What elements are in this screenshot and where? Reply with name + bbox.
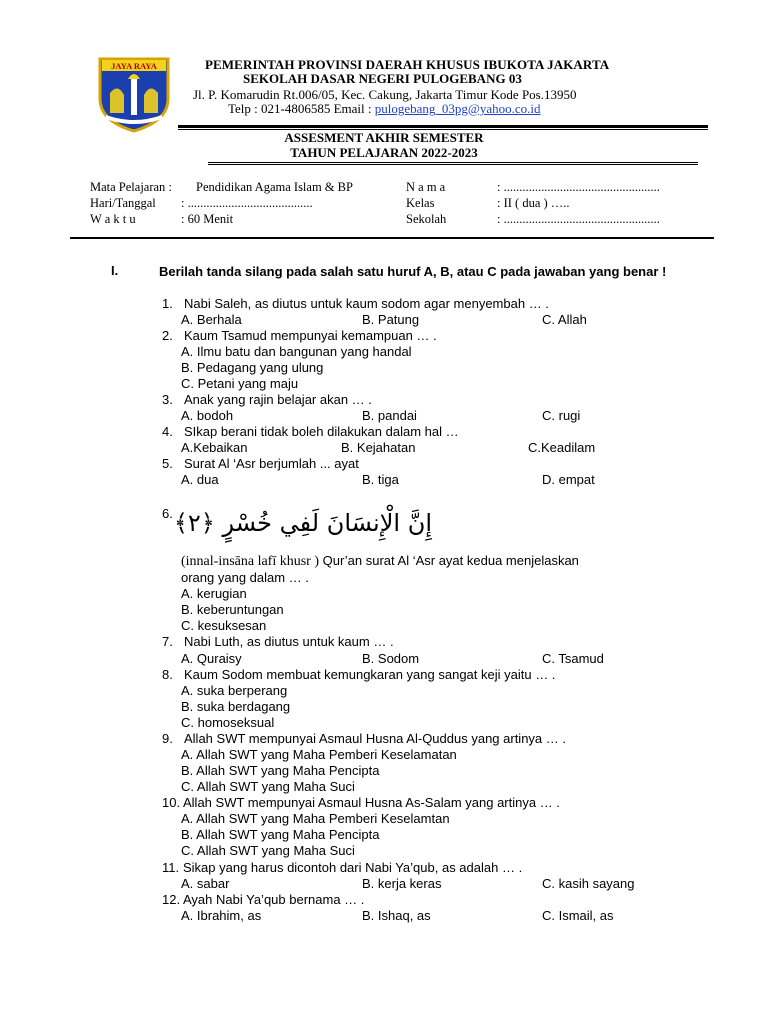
- question-text: Kaum Sodom membuat kemungkaran yang sangat keji yaitu … .: [184, 667, 556, 682]
- question-text: Nabi Luth, as diutus untuk kaum … .: [184, 634, 394, 649]
- option-b[interactable]: B. Allah SWT yang Maha Pencipta: [181, 827, 380, 842]
- verse-transliteration: (innal-insāna lafī khusr ): [181, 554, 320, 569]
- option-b[interactable]: B. kerja keras: [362, 876, 442, 891]
- question-number: 9.: [162, 731, 173, 746]
- school-name: SEKOLAH DASAR NEGERI PULOGEBANG 03: [243, 71, 522, 86]
- class-label: Kelas: [406, 196, 435, 210]
- option-b[interactable]: B. Patung: [362, 312, 420, 327]
- option-c[interactable]: C. Allah SWT yang Maha Suci: [181, 843, 355, 858]
- option-a[interactable]: A. suka berperang: [181, 683, 288, 698]
- subject-label: Mata Pelajaran :: [90, 180, 172, 194]
- question-text: Nabi Saleh, as diutus untuk kaum sodom agar menyembah … .: [184, 296, 549, 311]
- option-b[interactable]: B. keberuntungan: [181, 602, 284, 617]
- exam-divider-second: [208, 164, 698, 165]
- question-number: 5.: [162, 456, 173, 471]
- date-field[interactable]: : ........................................: [181, 196, 313, 210]
- question-text: Surat Al ‘Asr berjumlah ... ayat: [184, 456, 359, 471]
- option-a[interactable]: A. bodoh: [181, 408, 234, 423]
- email-link[interactable]: pulogebang_03pg@yahoo.co.id: [374, 101, 541, 116]
- logo-motto: JAYA RAYA: [111, 61, 157, 71]
- option-a[interactable]: A. dua: [181, 472, 219, 487]
- option-c[interactable]: C. rugi: [542, 408, 581, 423]
- option-a[interactable]: A. Allah SWT yang Maha Pemberi Keselamatan: [181, 747, 457, 762]
- school-contact: [228, 101, 541, 117]
- school-address: Jl. P. Komarudin Rt.006/05, Kec. Cakung, Jakarta Timur Kode Pos.13950: [193, 87, 577, 102]
- question-text-line2: orang yang dalam … .: [181, 570, 309, 585]
- option-b[interactable]: B. Ishaq, as: [362, 908, 431, 923]
- option-b[interactable]: B. pandai: [362, 408, 417, 423]
- school-label: Sekolah: [406, 212, 447, 226]
- question-text: SIkap berani tidak boleh dilakukan dalam hal …: [184, 424, 459, 439]
- option-b[interactable]: B. Kejahatan: [341, 440, 416, 455]
- option-b[interactable]: B. Pedagang yang ulung: [181, 360, 324, 375]
- option-c[interactable]: C. Tsamud: [542, 651, 604, 666]
- exam-title: ASSESMENT AKHIR SEMESTER: [284, 130, 484, 145]
- question-text: Kaum Tsamud mempunyai kemampuan … .: [184, 328, 437, 343]
- exam-year: TAHUN PELAJARAN 2022-2023: [290, 145, 478, 160]
- question-number: 3.: [162, 392, 173, 407]
- question-text: Allah SWT mempunyai Asmaul Husna Al-Quddus yang artinya … .: [184, 731, 566, 746]
- header-divider: [178, 125, 708, 128]
- exam-divider: [208, 162, 698, 163]
- option-c[interactable]: C.Keadilam: [528, 440, 596, 455]
- jakarta-emblem-logo: [96, 55, 172, 133]
- option-a[interactable]: A. Ilmu batu dan bangunan yang handal: [181, 344, 412, 359]
- question-number: 1.: [162, 296, 173, 311]
- option-b[interactable]: B. tiga: [362, 472, 399, 487]
- option-b[interactable]: B. Allah SWT yang Maha Pencipta: [181, 763, 380, 778]
- option-a[interactable]: A. sabar: [181, 876, 230, 891]
- class-value: : II ( dua ) …..: [497, 196, 570, 210]
- option-b[interactable]: B. Sodom: [362, 651, 420, 666]
- name-label: N a m a: [406, 180, 446, 194]
- question-number: 10.: [162, 795, 181, 810]
- quran-verse-arabic: إِنَّ الْإِنسَانَ لَفِي خُسْرٍ ﴿٢﴾: [173, 509, 432, 537]
- question-number: 4.: [162, 424, 173, 439]
- phone-label: Telp : 021-4806585 Email :: [228, 101, 375, 116]
- option-b[interactable]: B. suka berdagang: [181, 699, 291, 714]
- question-number: 11.: [162, 860, 180, 875]
- option-c[interactable]: C. kesuksesan: [181, 618, 267, 633]
- date-label: Hari/Tanggal: [90, 196, 156, 210]
- question-number: 2.: [162, 328, 173, 343]
- option-a[interactable]: A. Ibrahim, as: [181, 908, 262, 923]
- question-text: Allah SWT mempunyai Asmaul Husna As-Salam yang artinya … .: [183, 795, 560, 810]
- section-instruction: Berilah tanda silang pada salah satu huruf A, B, atau C pada jawaban yang benar !: [159, 264, 667, 279]
- question-text: [181, 553, 579, 570]
- option-a[interactable]: A. Berhala: [181, 312, 242, 327]
- school-field[interactable]: : ..................................................: [497, 212, 660, 226]
- option-c[interactable]: C. Petani yang maju: [181, 376, 299, 391]
- question-number: 7.: [162, 634, 173, 649]
- option-c[interactable]: C. kasih sayang: [542, 876, 635, 891]
- option-a[interactable]: A.Kebaikan: [181, 440, 248, 455]
- option-a[interactable]: A. Allah SWT yang Maha Pemberi Keselamtan: [181, 811, 450, 826]
- time-label: W a k t u: [90, 212, 136, 226]
- question-text-line1: Qur’an surat Al ‘Asr ayat kedua menjelaskan: [319, 553, 579, 568]
- question-text: Sikap yang harus dicontoh dari Nabi Ya’qub, as adalah … .: [183, 860, 523, 875]
- option-c[interactable]: C. Ismail, as: [542, 908, 614, 923]
- option-c[interactable]: C. homoseksual: [181, 715, 275, 730]
- option-c[interactable]: D. empat: [542, 472, 595, 487]
- government-name: PEMERINTAH PROVINSI DAERAH KHUSUS IBUKOTA JAKARTA: [205, 57, 610, 72]
- question-number: 6.: [162, 506, 173, 521]
- subject-value: Pendidikan Agama Islam & BP: [196, 180, 353, 194]
- name-field[interactable]: : ..................................................: [497, 180, 660, 194]
- option-c[interactable]: C. Allah SWT yang Maha Suci: [181, 779, 355, 794]
- question-number: 8.: [162, 667, 173, 682]
- option-a[interactable]: A. Quraisy: [181, 651, 242, 666]
- info-divider: [70, 237, 714, 239]
- question-text: Anak yang rajin belajar akan … .: [184, 392, 372, 407]
- time-value: : 60 Menit: [181, 212, 234, 226]
- question-number: 12.: [162, 892, 181, 907]
- option-c[interactable]: C. Allah: [542, 312, 587, 327]
- question-text: Ayah Nabi Ya’qub bernama … .: [183, 892, 365, 907]
- section-number: I.: [111, 263, 119, 278]
- option-a[interactable]: A. kerugian: [181, 586, 247, 601]
